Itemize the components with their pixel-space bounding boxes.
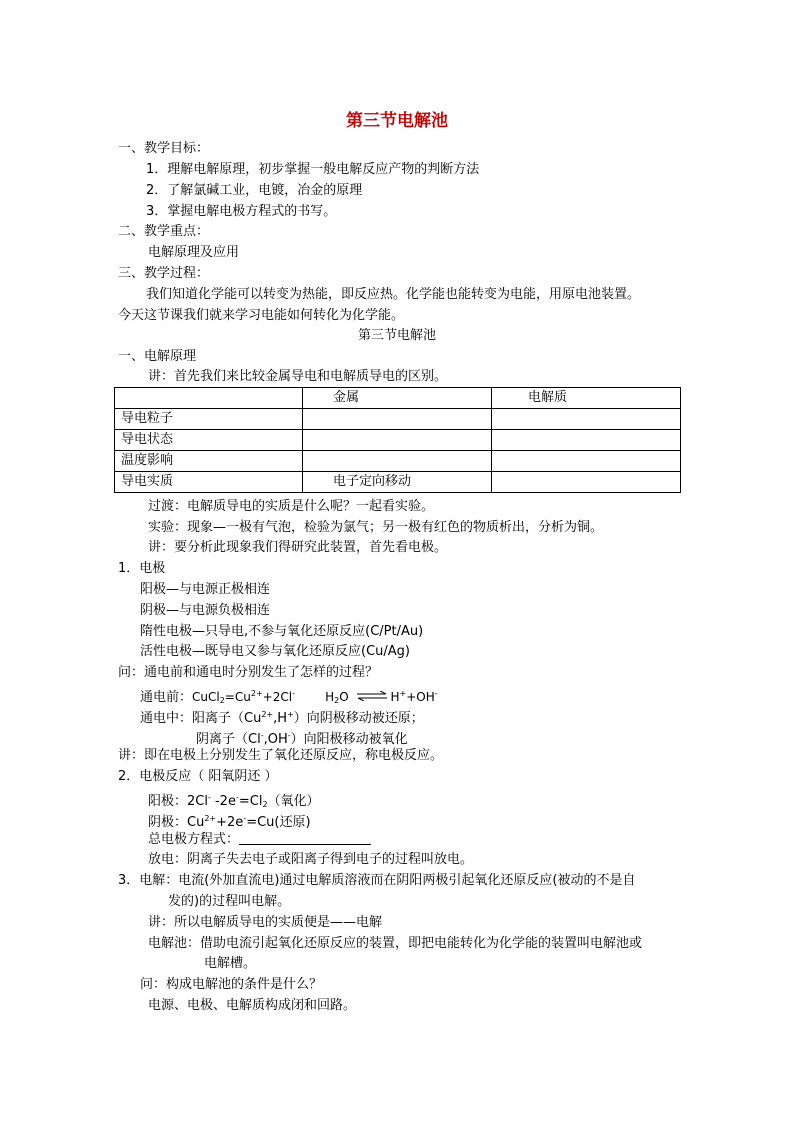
electrode-heading: 1．电极: [118, 561, 166, 576]
section-title: 第三节电解池: [357, 328, 436, 343]
anion-migration-line: 阴离子（Cl-,OH-）向阳极移动被氧化: [196, 731, 408, 747]
reaction-heading: 2．电极反应（ 阳氧阴还 ）: [118, 769, 278, 784]
question-2: 问：构成电解池的条件是什么？: [140, 977, 323, 992]
table-header-row: [115, 388, 681, 409]
goal-item-1: 1．理解电解原理，初步掌握一般电解反应产物的判断方法: [146, 162, 480, 177]
cathode-definition: 阴极—与电源负极相连: [140, 603, 271, 618]
goal-item-2: 2．了解氯碱工业，电镀，冶金的原理: [146, 183, 363, 198]
electrolysis-definition-1: 3．电解：电流(外加直流电)通过电解质溶液而在阴阳两极引起氧化还原反应(被动的不是自: [118, 873, 636, 888]
equation-water: $H_2O$ H++OH-: [325, 689, 438, 705]
table-cell: 导电实质: [115, 472, 303, 493]
inert-electrode-definition: 隋性电极—只导电,不参与氧化还原反应(C/Pt/Au): [140, 624, 424, 639]
table-row: [115, 409, 681, 430]
electrolytic-cell-definition-2: 电解槽。: [204, 956, 257, 971]
electrolytic-cell-definition-1: 电解池：借助电流引起氧化还原反应的装置，即把电能转化为化学能的装置叫电解池或: [148, 936, 643, 951]
electrolysis-definition-2: 发的)的过程叫电解。: [168, 894, 291, 909]
lecture-text-3: 讲：所以电解质导电的实质便是——电解: [148, 915, 383, 930]
table-cell: [303, 451, 492, 472]
table-cell: [492, 409, 681, 430]
cathode-equation: 阴极：$Cu^{2+}+2e^-=Cu$(还原): [148, 814, 311, 830]
table-cell: [492, 451, 681, 472]
table-header-cell: [115, 388, 303, 409]
anode-equation: 阳极：2Cl- $-2e^-=Cl_2$（氧化）: [148, 793, 320, 809]
total-equation-blank: [239, 832, 371, 845]
table-cell: [492, 472, 681, 493]
total-equation: 总电极方程式：: [148, 830, 371, 850]
before-label: 通电前：: [140, 690, 193, 705]
document-title: 第三节电解池: [346, 111, 448, 131]
equation-cucl2: $CuCl_2=Cu^{2+}+2Cl^-$: [192, 689, 295, 705]
goals-heading: 一、教学目标：: [118, 141, 210, 156]
compare-lead: 讲：首先我们来比较金属导电和电解质导电的区别。: [148, 369, 448, 384]
table-cell: 导电粒子: [115, 409, 303, 430]
intro-line-1: 我们知道化学能可以转变为热能，即反应热。化学能也能转变为电能，用原电池装置。: [146, 287, 641, 302]
lecture-text-1: 讲：要分析此现象我们得研究此装置，首先看电极。: [148, 540, 448, 555]
during-current-line: 通电中：阳离子$(Cu^{2+},H^+)$向阴极移动被还原；: [140, 710, 424, 726]
table-cell: [303, 409, 492, 430]
table-cell: 导电状态: [115, 430, 303, 451]
transition-text: 过渡：电解质导电的实质是什么呢？一起看实验。: [148, 499, 435, 514]
table-cell: 电子定向移动: [303, 472, 492, 493]
equilibrium-arrow-icon: [356, 691, 388, 701]
table-cell: 温度影响: [115, 451, 303, 472]
table-row: [115, 430, 681, 451]
table-cell: [303, 430, 492, 451]
table-row: [115, 472, 681, 493]
question-1: 问：通电前和通电时分别发生了怎样的过程？: [118, 665, 379, 680]
lecture-text-2: 讲：即在电极上分别发生了氧化还原反应，称电极反应。: [118, 748, 444, 763]
focus-heading: 二、教学重点：: [118, 224, 210, 239]
process-heading: 三、教学过程：: [118, 266, 210, 281]
table-cell: [492, 430, 681, 451]
intro-line-2: 今天这节课我们就来学习电能如何转化为化学能。: [118, 308, 405, 323]
anode-definition: 阳极—与电源正极相连: [140, 582, 271, 597]
answer-2: 电源、电极、电解质构成闭和回路。: [148, 998, 357, 1013]
table-header-cell: 电解质: [492, 388, 681, 409]
comparison-table: [114, 387, 681, 493]
principle-heading: 一、电解原理: [118, 349, 197, 364]
focus-text: 电解原理及应用: [148, 245, 240, 260]
active-electrode-definition: 活性电极—既导电又参与氧化还原反应(Cu/Ag): [140, 644, 410, 659]
discharge-definition: 放电：阴离子失去电子或阳离子得到电子的过程叫放电。: [148, 852, 474, 867]
table-header-cell: 金属: [303, 388, 492, 409]
goal-item-3: 3．掌握电解电极方程式的书写。: [146, 204, 337, 219]
experiment-text: 实验：现象—一极有气泡，检验为氯气；另一极有红色的物质析出，分析为铜。: [148, 520, 604, 535]
table-row: [115, 451, 681, 472]
